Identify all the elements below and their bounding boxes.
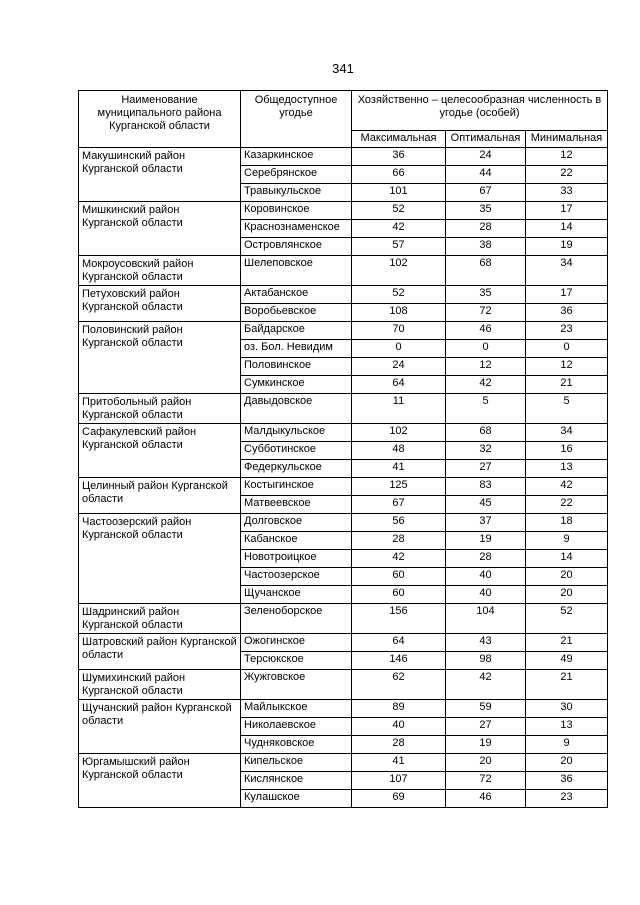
table-row bbox=[79, 514, 608, 532]
min-value: 34 bbox=[526, 424, 608, 442]
max-value: 40 bbox=[352, 718, 446, 736]
max-value: 41 bbox=[352, 460, 446, 478]
ground-name: Субботинское bbox=[241, 442, 352, 460]
min-value: 13 bbox=[526, 718, 608, 736]
max-value: 48 bbox=[352, 442, 446, 460]
max-value: 64 bbox=[352, 634, 446, 652]
opt-value: 35 bbox=[446, 202, 526, 220]
max-value: 102 bbox=[352, 424, 446, 442]
max-value: 52 bbox=[352, 202, 446, 220]
max-value: 101 bbox=[352, 184, 446, 202]
min-value: 42 bbox=[526, 478, 608, 496]
ground-name: Островлянское bbox=[241, 238, 352, 256]
max-value: 24 bbox=[352, 358, 446, 376]
max-value: 67 bbox=[352, 496, 446, 514]
ground-name: Терсюкское bbox=[241, 652, 352, 670]
max-value: 108 bbox=[352, 304, 446, 322]
max-value: 41 bbox=[352, 754, 446, 772]
max-value: 42 bbox=[352, 220, 446, 238]
min-value: 9 bbox=[526, 736, 608, 754]
table-row bbox=[79, 394, 608, 424]
page-number: 341 bbox=[332, 61, 354, 76]
opt-value: 12 bbox=[446, 358, 526, 376]
min-value: 20 bbox=[526, 568, 608, 586]
opt-value: 28 bbox=[446, 220, 526, 238]
opt-value: 104 bbox=[446, 604, 526, 634]
max-value: 28 bbox=[352, 736, 446, 754]
min-value: 16 bbox=[526, 442, 608, 460]
max-value: 36 bbox=[352, 148, 446, 166]
min-value: 18 bbox=[526, 514, 608, 532]
min-value: 52 bbox=[526, 604, 608, 634]
table-row bbox=[79, 424, 608, 442]
opt-value: 59 bbox=[446, 700, 526, 718]
min-value: 20 bbox=[526, 754, 608, 772]
opt-value: 19 bbox=[446, 736, 526, 754]
opt-value: 27 bbox=[446, 460, 526, 478]
table-row bbox=[79, 256, 608, 286]
district-name: Шатровский район Курганской области bbox=[79, 634, 241, 670]
ground-name: Давыдовское bbox=[241, 394, 352, 424]
opt-value: 44 bbox=[446, 166, 526, 184]
ground-name: Николаевское bbox=[241, 718, 352, 736]
table-row bbox=[79, 700, 608, 718]
max-value: 69 bbox=[352, 790, 446, 808]
table-row bbox=[79, 286, 608, 304]
ground-name: Травыкульское bbox=[241, 184, 352, 202]
min-value: 17 bbox=[526, 286, 608, 304]
ground-name: Частоозерское bbox=[241, 568, 352, 586]
max-value: 89 bbox=[352, 700, 446, 718]
max-value: 28 bbox=[352, 532, 446, 550]
min-value: 9 bbox=[526, 532, 608, 550]
opt-value: 83 bbox=[446, 478, 526, 496]
ground-name: Матвеевское bbox=[241, 496, 352, 514]
ground-name: Жужговское bbox=[241, 670, 352, 700]
min-value: 36 bbox=[526, 772, 608, 790]
max-value: 57 bbox=[352, 238, 446, 256]
header-max: Максимальная bbox=[352, 131, 446, 148]
min-value: 13 bbox=[526, 460, 608, 478]
min-value: 36 bbox=[526, 304, 608, 322]
ground-name: Майлыкское bbox=[241, 700, 352, 718]
ground-name: Половинское bbox=[241, 358, 352, 376]
district-name: Половинский район Курганской области bbox=[79, 322, 241, 394]
min-value: 0 bbox=[526, 340, 608, 358]
ground-name: оз. Бол. Невидим bbox=[241, 340, 352, 358]
min-value: 23 bbox=[526, 322, 608, 340]
ground-name: Казаркинское bbox=[241, 148, 352, 166]
header-district: Наименование муниципального района Курганской области bbox=[79, 91, 241, 148]
ground-name: Кабанское bbox=[241, 532, 352, 550]
opt-value: 72 bbox=[446, 772, 526, 790]
max-value: 42 bbox=[352, 550, 446, 568]
max-value: 64 bbox=[352, 376, 446, 394]
table-row bbox=[79, 322, 608, 340]
ground-name: Сумкинское bbox=[241, 376, 352, 394]
opt-value: 68 bbox=[446, 256, 526, 286]
opt-value: 40 bbox=[446, 568, 526, 586]
opt-value: 67 bbox=[446, 184, 526, 202]
max-value: 62 bbox=[352, 670, 446, 700]
table-row bbox=[79, 478, 608, 496]
min-value: 34 bbox=[526, 256, 608, 286]
max-value: 156 bbox=[352, 604, 446, 634]
opt-value: 42 bbox=[446, 376, 526, 394]
opt-value: 24 bbox=[446, 148, 526, 166]
district-name: Целинный район Курганской области bbox=[79, 478, 241, 514]
max-value: 125 bbox=[352, 478, 446, 496]
min-value: 21 bbox=[526, 634, 608, 652]
ground-name: Новотроицкое bbox=[241, 550, 352, 568]
district-name: Юргамышский район Курганской области bbox=[79, 754, 241, 808]
header-opt: Оптимальная bbox=[446, 131, 526, 148]
table-row bbox=[79, 670, 608, 700]
header-ground: Общедоступное угодье bbox=[241, 91, 352, 148]
min-value: 49 bbox=[526, 652, 608, 670]
min-value: 23 bbox=[526, 790, 608, 808]
min-value: 21 bbox=[526, 670, 608, 700]
ground-name: Шелеповское bbox=[241, 256, 352, 286]
max-value: 60 bbox=[352, 568, 446, 586]
min-value: 19 bbox=[526, 238, 608, 256]
min-value: 33 bbox=[526, 184, 608, 202]
opt-value: 68 bbox=[446, 424, 526, 442]
min-value: 20 bbox=[526, 586, 608, 604]
opt-value: 43 bbox=[446, 634, 526, 652]
opt-value: 20 bbox=[446, 754, 526, 772]
table-row bbox=[79, 202, 608, 220]
ground-name: Долговское bbox=[241, 514, 352, 532]
opt-value: 42 bbox=[446, 670, 526, 700]
min-value: 22 bbox=[526, 496, 608, 514]
ground-name: Ожогинское bbox=[241, 634, 352, 652]
opt-value: 28 bbox=[446, 550, 526, 568]
max-value: 60 bbox=[352, 586, 446, 604]
min-value: 22 bbox=[526, 166, 608, 184]
min-value: 17 bbox=[526, 202, 608, 220]
max-value: 70 bbox=[352, 322, 446, 340]
table-header bbox=[79, 91, 608, 148]
min-value: 30 bbox=[526, 700, 608, 718]
max-value: 102 bbox=[352, 256, 446, 286]
ground-name: Федеркульское bbox=[241, 460, 352, 478]
max-value: 0 bbox=[352, 340, 446, 358]
header-population: Хозяйственно – целесообразная численность в угодье (особей) bbox=[352, 91, 608, 131]
ground-name: Костыгинское bbox=[241, 478, 352, 496]
opt-value: 0 bbox=[446, 340, 526, 358]
max-value: 11 bbox=[352, 394, 446, 424]
opt-value: 35 bbox=[446, 286, 526, 304]
max-value: 146 bbox=[352, 652, 446, 670]
header-min: Минимальная bbox=[526, 131, 608, 148]
opt-value: 72 bbox=[446, 304, 526, 322]
max-value: 66 bbox=[352, 166, 446, 184]
table-body bbox=[79, 148, 608, 808]
ground-name: Малдыкульское bbox=[241, 424, 352, 442]
opt-value: 40 bbox=[446, 586, 526, 604]
ground-name: Серебрянское bbox=[241, 166, 352, 184]
ground-name: Коровинское bbox=[241, 202, 352, 220]
opt-value: 37 bbox=[446, 514, 526, 532]
ground-name: Краснознаменское bbox=[241, 220, 352, 238]
opt-value: 46 bbox=[446, 790, 526, 808]
district-name: Шадринский район Курганской области bbox=[79, 604, 241, 634]
opt-value: 19 bbox=[446, 532, 526, 550]
opt-value: 27 bbox=[446, 718, 526, 736]
min-value: 12 bbox=[526, 358, 608, 376]
table-row bbox=[79, 148, 608, 166]
ground-name: Воробьевское bbox=[241, 304, 352, 322]
max-value: 56 bbox=[352, 514, 446, 532]
opt-value: 46 bbox=[446, 322, 526, 340]
table-row bbox=[79, 634, 608, 652]
table-row bbox=[79, 604, 608, 634]
district-name: Петуховский район Курганской области bbox=[79, 286, 241, 322]
max-value: 107 bbox=[352, 772, 446, 790]
district-name: Притобольный район Курганской области bbox=[79, 394, 241, 424]
opt-value: 98 bbox=[446, 652, 526, 670]
district-name: Мишкинский район Курганской области bbox=[79, 202, 241, 256]
ground-name: Кипельское bbox=[241, 754, 352, 772]
min-value: 14 bbox=[526, 550, 608, 568]
max-value: 52 bbox=[352, 286, 446, 304]
ground-name: Щучанское bbox=[241, 586, 352, 604]
ground-name: Чудняковское bbox=[241, 736, 352, 754]
opt-value: 32 bbox=[446, 442, 526, 460]
district-name: Щучанский район Курганской области bbox=[79, 700, 241, 754]
ground-name: Кулашское bbox=[241, 790, 352, 808]
ground-name: Байдарское bbox=[241, 322, 352, 340]
district-name: Макушинский район Курганской области bbox=[79, 148, 241, 202]
district-name: Шумихинский район Курганской области bbox=[79, 670, 241, 700]
opt-value: 5 bbox=[446, 394, 526, 424]
ground-name: Кислянское bbox=[241, 772, 352, 790]
district-name: Мокроусовский район Курганской области bbox=[79, 256, 241, 286]
min-value: 14 bbox=[526, 220, 608, 238]
hunting-grounds-table bbox=[78, 90, 608, 808]
opt-value: 45 bbox=[446, 496, 526, 514]
district-name: Частоозерский район Курганской области bbox=[79, 514, 241, 604]
district-name: Сафакулевский район Курганской области bbox=[79, 424, 241, 478]
opt-value: 38 bbox=[446, 238, 526, 256]
ground-name: Актабанское bbox=[241, 286, 352, 304]
ground-name: Зеленоборское bbox=[241, 604, 352, 634]
min-value: 5 bbox=[526, 394, 608, 424]
table-row bbox=[79, 754, 608, 772]
min-value: 21 bbox=[526, 376, 608, 394]
min-value: 12 bbox=[526, 148, 608, 166]
